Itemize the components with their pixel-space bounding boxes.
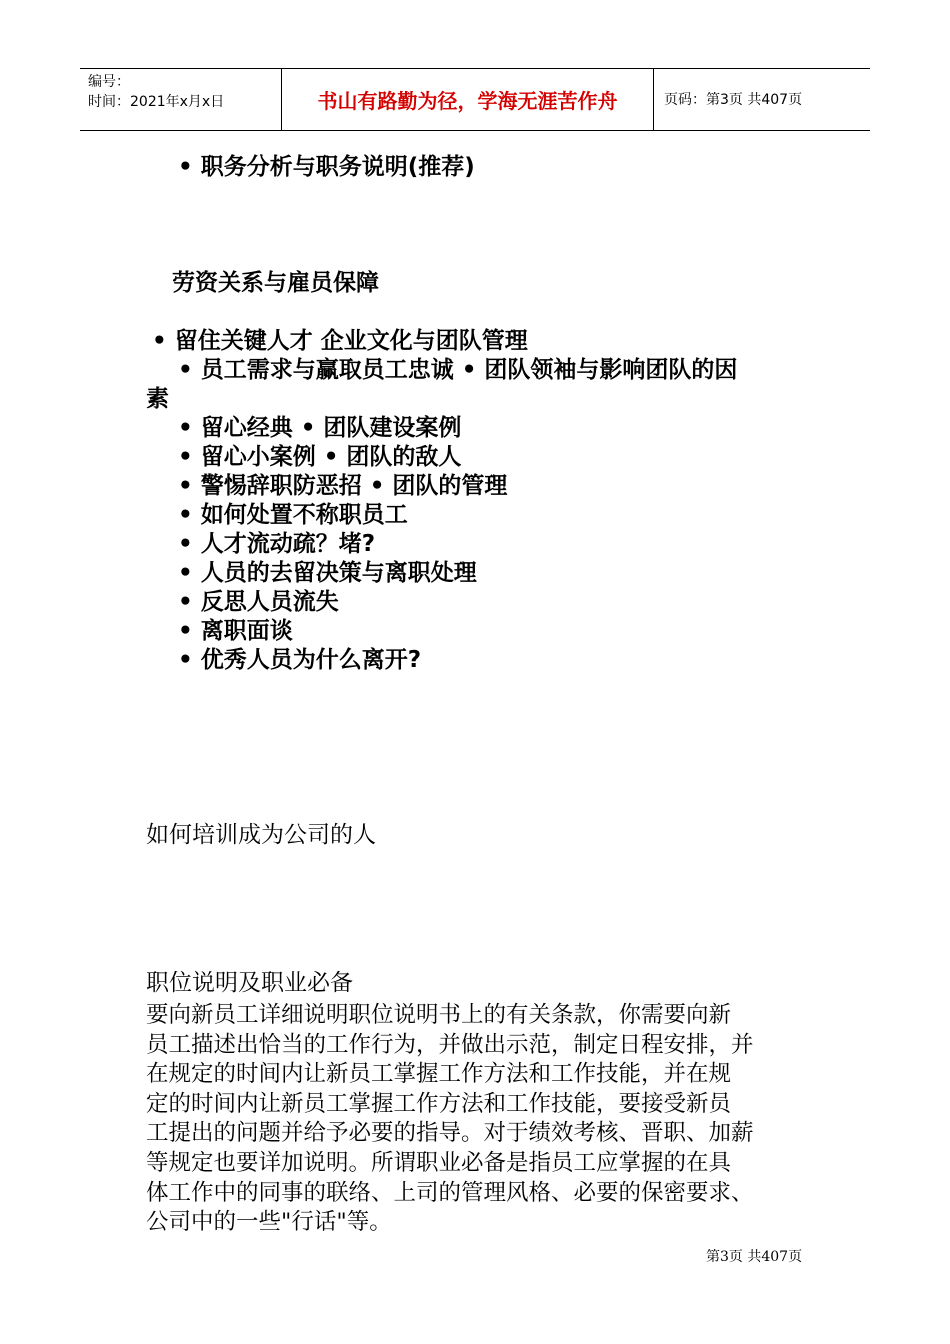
outline-line: • 留心小案例 • 团队的敌人	[178, 444, 462, 470]
paragraph-line: 定的时间内让新员工掌握工作方法和工作技能，要接受新员	[146, 1090, 732, 1117]
outline-line: • 人员的去留决策与离职处理	[178, 560, 477, 586]
header-meta-cell	[80, 69, 282, 130]
job-description-paragraph	[146, 1001, 846, 1238]
outline-line: • 员工需求与赢取员工忠诚 • 团队领袖与影响团队的因	[178, 357, 738, 383]
paragraph-line: 等规定也要详加说明。所谓职业必备是指员工应掌握的在具	[146, 1149, 732, 1176]
header-page-number: 页码：第3页 共407页	[664, 91, 803, 108]
outline-line: • 留心经典 • 团队建设案例	[178, 415, 462, 441]
paragraph-line: 员工描述出恰当的工作行为，并做出示范，制定日程安排，并	[146, 1031, 754, 1058]
outline-line: • 如何处置不称职员工	[178, 502, 408, 528]
outline-line: • 优秀人员为什么离开?	[178, 647, 422, 673]
outline-item-job-analysis: • 职务分析与职务说明(推荐)	[178, 154, 475, 180]
paragraph-line: 要向新员工详细说明职位说明书上的有关条款，你需要向新	[146, 1002, 732, 1028]
paragraph-line: 公司中的一些"行话"等。	[146, 1209, 392, 1236]
outline-line: • 警惕辞职防恶招 • 团队的管理	[178, 473, 508, 499]
document-number-label: 编号：	[88, 74, 130, 90]
outline-line: • 留住关键人才 企业文化与团队管理	[152, 328, 528, 354]
page-header	[80, 68, 870, 131]
footer-page-number: 第3页 共407页	[706, 1249, 803, 1265]
header-page-cell	[654, 69, 870, 130]
section-title-job-description: 职位说明及职业必备	[146, 970, 353, 996]
outline-line: • 离职面谈	[178, 618, 293, 644]
header-motto: 书山有路勤为径，学海无涯苦作舟	[317, 89, 618, 113]
outline-line: • 人才流动疏？堵?	[178, 531, 376, 557]
document-date-label: 时间：2021年x月x日	[88, 94, 225, 110]
section-title-labor-relations: 劳资关系与雇员保障	[172, 270, 379, 296]
paragraph-line: 在规定的时间内让新员工掌握工作方法和工作技能，并在规	[146, 1061, 732, 1088]
section-title-training: 如何培训成为公司的人	[146, 822, 376, 848]
outline-line: • 反思人员流失	[178, 589, 339, 615]
paragraph-line: 体工作中的同事的联络、上司的管理风格、必要的保密要求、	[146, 1179, 754, 1206]
outline-line: 素	[146, 386, 169, 412]
paragraph-line: 工提出的问题并给予必要的指导。对于绩效考核、晋职、加薪	[146, 1120, 754, 1147]
header-motto-cell	[282, 69, 654, 130]
